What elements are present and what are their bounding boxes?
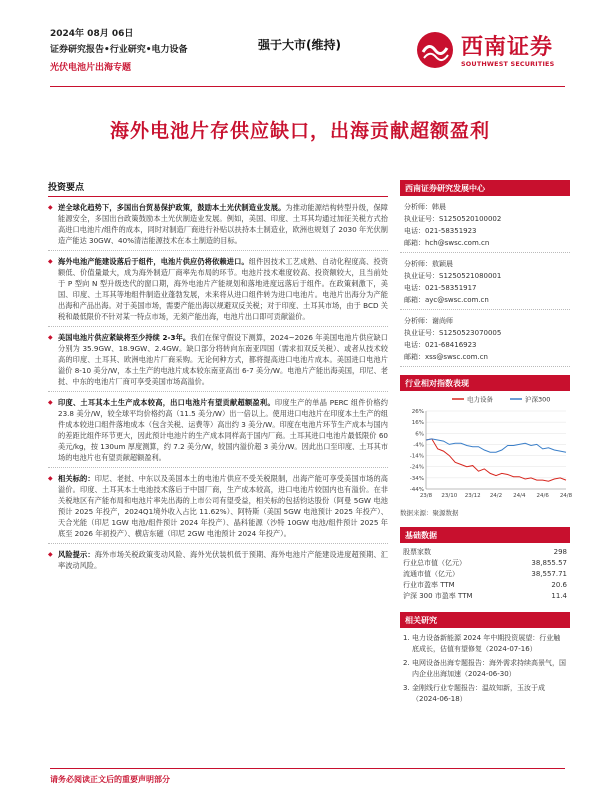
analyst-phone: 电话：021-68416923	[404, 341, 477, 349]
related-research-list	[400, 628, 570, 705]
bullet-text: 海外市场关税政策变动风险、海外光伏装机低于预期、海外电池片产能建设进度超预期、汇率波动风险。	[58, 550, 388, 570]
series-line	[426, 439, 566, 481]
logo-name-en: SOUTHWEST SECURITIES	[461, 60, 555, 68]
analyst-analyst: 分析师：韩晨	[404, 203, 446, 211]
key-data-value: 11.4	[551, 592, 567, 600]
analyst-email: 邮箱：hch@swsc.com.cn	[404, 239, 490, 247]
bullet-lead: 风险提示：	[58, 550, 95, 559]
chart-source: 数据来源：聚源数据	[400, 509, 459, 517]
related-item-text: 电网设备出海专题报告：海外需求持续高景气，国内企业出海加速（2024-06-30）	[412, 659, 566, 678]
related-item[interactable]	[403, 633, 567, 655]
industry-rating: 强于大市(维持)	[258, 38, 341, 52]
y-tick-label: -44%	[409, 487, 424, 493]
key-data-row	[400, 569, 570, 580]
research-center-heading: 西南证券研究发展中心	[400, 180, 570, 196]
investment-bullet	[48, 256, 388, 327]
header-divider	[50, 86, 565, 87]
bullet-lead: 海外电池产能建设落后于组件，电池片供应仍将依赖进口。	[58, 257, 249, 266]
key-data-label: 行业总市值（亿元）	[403, 559, 466, 567]
analyst-license: 执业证号：S1250520100002	[404, 215, 502, 223]
key-data-value: 38,855.57	[531, 559, 567, 567]
bullet-lead: 美国电池片供应紧缺将至少持续 2-3年。	[58, 333, 191, 342]
related-item[interactable]	[403, 658, 567, 680]
investment-bullet	[48, 332, 388, 392]
related-research-heading: 相关研究	[400, 612, 570, 628]
legend-label: 沪深300	[525, 395, 551, 404]
key-data-value: 298	[553, 548, 567, 556]
bullet-lead: 印度、土耳其本土生产成本较高，出口电池片有望贡献超额盈利。	[58, 398, 275, 407]
key-data-label: 股票家数	[403, 548, 431, 556]
related-item-number: 3.	[403, 684, 410, 692]
index-performance-chart	[400, 391, 573, 506]
related-item-text: 电力设备新能源 2024 年中期投资展望：行业触底成长，估值有望修复（2024-07-16）	[412, 634, 561, 653]
x-tick-label: 23/12	[464, 493, 481, 499]
investment-bullet	[48, 473, 388, 544]
report-date: 2024年 08月 06日	[50, 29, 134, 39]
x-tick-label: 24/8	[559, 493, 573, 499]
y-tick-label: 26%	[411, 409, 424, 415]
y-tick-label: -24%	[409, 464, 424, 471]
analyst-phone: 电话：021-58351917	[404, 284, 477, 292]
analyst-phone: 电话：021-58351923	[404, 227, 477, 235]
y-tick-label: 16%	[411, 420, 424, 427]
investment-summary	[48, 180, 388, 580]
related-item-text: 金刚线行业专题报告：温故知新，玉汝于成（2024-06-18）	[412, 684, 545, 703]
y-tick-label: -14%	[409, 453, 424, 460]
key-data-row	[400, 558, 570, 569]
x-tick-label: 24/2	[489, 493, 503, 499]
key-data-row	[400, 547, 570, 558]
related-research	[400, 612, 570, 705]
footer-disclaimer: 请务必阅读正文后的重要声明部分	[50, 775, 170, 784]
key-data-row	[400, 591, 570, 602]
report-topic: 光伏电池片出海专题	[50, 63, 132, 73]
related-item-number: 1.	[403, 634, 410, 642]
analyst-email: 邮箱：xss@swsc.com.cn	[404, 353, 488, 361]
key-data	[400, 527, 570, 602]
analyst-license: 执业证号：S1250523070005	[404, 329, 502, 337]
key-data-heading: 基础数据	[400, 527, 570, 543]
x-tick-label: 23/10	[441, 493, 458, 499]
x-tick-label: 23/8	[419, 493, 433, 499]
y-tick-label: -34%	[409, 475, 424, 482]
analyst-analyst: 分析师：敖颖晨	[404, 260, 453, 268]
index-performance	[400, 375, 573, 517]
report-header	[50, 28, 270, 75]
analyst-license: 执业证号：S1250521080001	[404, 272, 502, 280]
y-tick-label: -4%	[413, 442, 424, 449]
bullet-text: 我们在保守假设下测算，2024~2026 年美国电池片供应缺口分别为 35.9GW、18.9GW、2.4GW。缺口部分将转向东南亚四国（需求扣双反关税）、或者从技术较高的印度、土耳其、欧洲电池片厂商采购。无论何种方式，都将提高进口电池片成本。美国进口电池片溢价 8-10 美分/W，本土生产的电池片成本较东南亚高出 6-7 美分/W。电池片产能出海美国，印尼、老挝、中东的电池片厂商可享受美国市场高溢价。	[58, 333, 388, 386]
x-tick-label: 24/4	[513, 493, 526, 499]
company-logo	[415, 28, 575, 78]
key-data-row	[400, 580, 570, 591]
logo-mark-icon	[415, 30, 455, 70]
analyst-card	[400, 310, 570, 367]
report-title: 海外电池片存供应缺口，出海贡献超额盈利	[109, 120, 490, 142]
key-data-label: 沪深 300 市盈率 TTM	[403, 592, 473, 600]
analyst-analyst: 分析师：谢尚师	[404, 317, 453, 325]
investment-bullet	[48, 549, 388, 575]
key-data-value: 20.6	[551, 581, 567, 589]
bullet-lead: 相关标的：	[58, 474, 95, 483]
bullet-text: 印尼、老挝、中东以及美国本土的电池片供应不受关税限制，出海产能可享受美国市场的高溢价。印度、土耳其本土电池技术落后于中国厂商，生产成本较高，进口电池片较国内也有溢价。在非关税地区有产能布局和电池片率先出海的上市公司有望受益，相关标的包括钧达股份（阿曼 5GW 电池预计 2025 年投产，2024Q1境外收入占比 11.62%）、阿特斯（美国 5GW 电池预计 2025 年投产）、天合光能（印尼 1GW 电池/组件预计 2024 年投产）、晶科能源（沙特 10GW 电池/组件预计 2025 年底至 2026 年初投产）、横店东磁（印尼 2GW 电池预计 2024 年投产）。	[58, 474, 388, 538]
key-data-label: 流通市值（亿元）	[403, 570, 459, 578]
logo-name-cn: 西南证券	[461, 34, 554, 60]
x-tick-label: 24/6	[536, 493, 549, 499]
investment-bullet	[48, 202, 388, 251]
legend-label: 电力设备	[467, 395, 493, 404]
key-data-label: 行业市盈率 TTM	[403, 581, 455, 589]
series-line	[426, 439, 566, 452]
bullet-lead: 逆全球化趋势下，多国出台贸易保护政策，鼓励本土光伏制造业发展。	[58, 203, 286, 212]
analyst-card	[400, 253, 570, 310]
analyst-email: 邮箱：ayc@swsc.com.cn	[404, 296, 489, 304]
investment-heading: 投资要点	[48, 180, 388, 197]
bullet-text: 组件因技术工艺成熟、自动化程度高、投资额低、价值量最大，成为海外制造厂商率先布局的环节。电池片技术难度较高、投资额较大，且当前处于 P 型向 N 型升级迭代的窗口期，海外电池片产能规划和落地进度远落后于组件。在政策刺激下，美国、印度、土耳其等地组件制造业蓬勃发展，未来将从进口组件转为进口电池片。电池片出海分为产能出海和产品出海。对于美国市场，需要产能出海以规避双反关税；对于印度、土耳其市场，由于 BCD 关税和最低限价不针对某一特点市场，无须产能出海，电池片出口即可贡献溢价。	[58, 257, 388, 321]
related-item[interactable]	[403, 683, 567, 705]
bullet-text: 为推动能源结构转型升级，保障能源安全，多国出台政策鼓励本土光伏制造业发展。例如，美国、印度、土耳其均通过加征关税方式抬高进口电池片/组件的成本，同时对制造厂商进行补贴以扶持本土制造业，欧洲也规划了 2030 年光伏制造产能达 30GW、40%清洁能源技术在本土制造的目标。	[58, 203, 388, 245]
sidebar	[400, 180, 573, 708]
analyst-list	[400, 196, 570, 367]
key-data-value: 38,557.71	[531, 570, 567, 578]
analyst-card	[400, 196, 570, 253]
investment-bullets	[48, 202, 388, 575]
key-data-table	[400, 547, 570, 602]
related-item-number: 2.	[403, 659, 410, 667]
bullet-text: 印度生产的单晶 PERC 组件价格约 23.8 美分/W，较全球平均价格约高（11.5 美分/W）出一倍以上。使用进口电池片在印度本土生产的组件成本较进口组件落地成本（包含关税、运费等）高出约 3 美分/W。印度在电池片环节生产成本与国内的差距比组件环节更大，因此预计电池片的生产成本同样高于国内厂商。土耳其进口电池片最低限价 60 美元/kg，按 130um 厚度测算，约 7.2 美分/W，较国内溢价超 3 美分/W。因此出口至印度、土耳其市场的电池片也有望贡献超额盈利。	[58, 398, 388, 462]
index-performance-heading: 行业相对指数表现	[400, 375, 570, 391]
y-tick-label: 6%	[415, 431, 424, 438]
footer-divider	[50, 768, 565, 769]
report-category: 证券研究报告•行业研究•电力设备	[50, 45, 188, 55]
investment-bullet	[48, 397, 388, 468]
